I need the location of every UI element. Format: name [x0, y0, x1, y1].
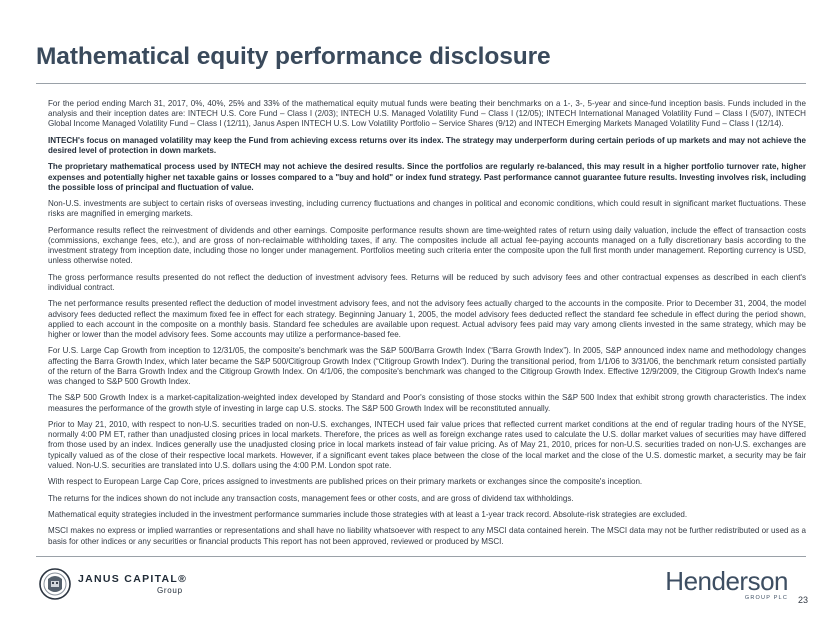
- footer-divider: [36, 556, 806, 557]
- disclosure-paragraph: For the period ending March 31, 2017, 0%, 40%, 25% and 33% of the mathematical equity mutual funds were beating their benchmarks on a 1-, 3-, 5-year and since-fund inception basis. Funds included in the analysis and their inception dates are: INTECH U.S. Core Fund – Class I (2/03); INTECH U.S. Managed Volatility Fund – Class I (12/05); INTECH International Managed Volatility Fund – Class I (5/07), INTECH Global Income Managed Volatility Fund – Class I (12/11), Janus Aspen INTECH U.S. Low Volatility Portfolio – Service Shares (9/12) and INTECH Emerging Markets Managed Volatility Fund – Class I (12/14).: [48, 99, 806, 129]
- disclosure-body: [48, 99, 806, 553]
- janus-logo-group: Group: [157, 586, 183, 595]
- disclosure-paragraph: With respect to European Large Cap Core, prices assigned to investments are published prices on their primary markets or exchanges since the composite's inception.: [48, 477, 643, 487]
- henderson-logo-wordmark: Henderson: [665, 566, 788, 596]
- disclosure-paragraph: Prior to May 21, 2010, with respect to non-U.S. securities traded on non-U.S. exchanges, INTECH used fair value prices that reflected current market conditions at the end of regular trading hours of the NYSE, normally 4:00 PM ET, rather than unadjusted closing prices in local markets. Therefore, the prices as well as foreign exchange rates used to calculate the U.S. dollar market values of securities may have differed from those used by an index. Indices generally use the unadjusted closing price in local markets instead of fair value pricing. As of May 21, 2010, prices for non-U.S. securities traded on non-U.S. exchanges are typically valued as of the close of their respective local markets. However, if a significant event takes place between the close of the local market and the close of the U.S. domestic market, a security may be fair valued. Non-U.S. securities are translated into U.S. dollars using the 4:00 P.M. London spot rate.: [48, 419, 806, 470]
- disclosure-paragraph: The net performance results presented reflect the deduction of model investment advisory fees, and not the advisory fees actually charged to the accounts in the composite. Prior to December 31, 2004, the model advisory fees deducted reflect the maximum fixed fee in effect for each strategy. Beginning January 1, 2005, the model advisory fees deducted reflect the standard fee schedule in effect during the period shown, applied to each account in the composite on a monthly basis. Standard fee schedules are available upon request. Actual advisory fees paid may vary among clients invested in the same strategy, which may be higher or lower than the model advisory fees. Some accounts may utilize a performance-based fee.: [48, 299, 806, 339]
- disclosure-paragraph: The proprietary mathematical process used by INTECH may not achieve the desired results. Since the portfolios are regularly re-balanced, this may result in a higher portfolio turnover rate, higher expenses and potentially higher net taxable gains or losses compared to a "buy and hold" or index fund strategy. Past performance cannot guarantee future results. Investing involves risk, including the possible loss of principal and fluctuation of value.: [48, 162, 806, 192]
- henderson-logo: [665, 568, 788, 601]
- disclosure-paragraph: Performance results reflect the reinvestment of dividends and other earnings. Composite performance results shown are time-weighted rates of return using daily valuation, include the effect of transaction costs (commissions, exchange fees, etc.), and are gross of non-reclaimable withholding taxes, if any. The composites include all actual fee-paying accounts managed on a fully discretionary basis according to the investment strategy from inception date, including those no longer under management. Portfolios meeting such criteria enter the composite upon the full first month under management. Reporting currency is USD, unless otherwise noted.: [48, 225, 806, 266]
- janus-logo-wordmark: JANUS CAPITAL®: [78, 573, 188, 585]
- henderson-logo-group: GROUP PLC: [744, 595, 788, 601]
- disclosure-paragraph: For U.S. Large Cap Growth from inception to 12/31/05, the composite's benchmark was the S&P 500/Barra Growth Index (“Barra Growth Index”). In 2005, S&P announced index name and methodology changes affecting the Barra Growth Index, which later became the S&P 500/Citigroup Growth Index (“Citigroup Growth Index”). During the transitional period, from 1/1/06 to 3/31/06, the benchmark return consisted partially of the return of the Barra Growth Index and the Citigroup Growth Index. On 4/1/06, the composite's benchmark was changed to the Citigroup Growth Index. Effective 12/9/2009, the Citigroup Growth Index's name was changed to S&P 500 Growth Index.: [48, 346, 806, 386]
- disclosure-paragraph: INTECH's focus on managed volatility may keep the Fund from achieving excess returns over its index. The strategy may underperform during certain periods of up markets and may not achieve the desired level of protection in down markets.: [48, 135, 806, 155]
- janus-emblem-icon: [38, 567, 72, 601]
- janus-capital-logo: [38, 567, 198, 607]
- disclosure-paragraph: MSCI makes no express or implied warranties or representations and shall have no liability whatsoever with respect to any MSCI data contained herein. The MSCI data may not be further redistributed or used as a basis for other indices or any securities or financial products This report has not been approved, reviewed or produced by MSCI.: [48, 526, 806, 546]
- disclosure-paragraph: The returns for the indices shown do not include any transaction costs, management fees or other costs, and are gross of dividend tax withholdings.: [48, 493, 574, 503]
- page-number: 23: [797, 595, 808, 605]
- disclosure-paragraph: Non-U.S. investments are subject to certain risks of overseas investing, including currency fluctuations and changes in political and economic conditions, which could result in significant market fluctuations. These risks are magnified in emerging markets.: [48, 199, 806, 219]
- disclosure-paragraph: The gross performance results presented do not reflect the deduction of investment advisory fees. Returns will be reduced by such advisory fees and other contractual expenses as described in each client's individual contract.: [48, 272, 806, 292]
- title-divider: [36, 83, 806, 84]
- disclosure-paragraph: The S&P 500 Growth Index is a market-capitalization-weighted index developed by Standard and Poor's consisting of those stocks within the S&P 500 Index that exhibit strong growth characteristics. The index measures the performance of the growth style of investing in large cap U.S. stocks. The S&P 500 Growth Index will be reconstituted annually.: [48, 393, 806, 413]
- page-title: Mathematical equity performance disclosure: [36, 43, 551, 70]
- disclosure-paragraph: Mathematical equity strategies included in the investment performance summaries include those strategies with at least a 1-year track record. Absolute-risk strategies are excluded.: [48, 509, 688, 519]
